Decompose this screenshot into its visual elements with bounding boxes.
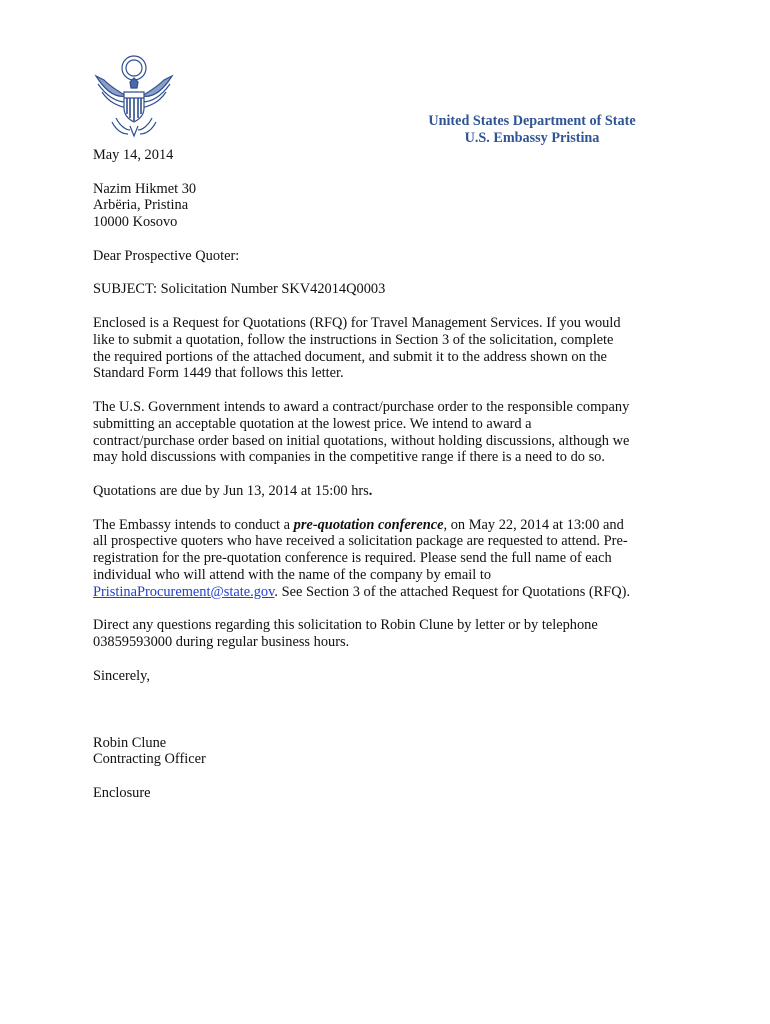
signer-title: Contracting Officer (93, 751, 206, 768)
paragraph-line: Enclosed is a Request for Quotations (RFQ) for Travel Management Services. If you would (93, 314, 621, 331)
great-seal-icon (90, 52, 178, 138)
letter-date: May 14, 2014 (93, 147, 174, 163)
conference-post: , on May 22, 2014 at 13:00 and (443, 516, 624, 533)
paragraph-questions (93, 617, 683, 651)
department-name: United States Department of State (428, 113, 636, 129)
paragraph-award (93, 399, 683, 466)
paragraph-line (93, 584, 683, 601)
paragraph-line: contract/purchase order based on initial quotations, without holding discussions, although we (93, 432, 630, 449)
letter-body (93, 147, 683, 802)
address-line: Arbëria, Pristina (93, 197, 189, 214)
paragraph-line: all prospective quoters who have received a solicitation package are requested to attend. Pre- (93, 533, 628, 550)
conference-emphasis: pre-quotation conference (293, 516, 444, 533)
paragraph-rfq (93, 315, 683, 382)
paragraph-line: may hold discussions with companies in the competitive range if there is a need to do so. (93, 449, 605, 466)
address-line: 10000 Kosovo (93, 214, 178, 231)
due-date-line (93, 483, 683, 500)
paragraph-line: Standard Form 1449 that follows this letter. (93, 365, 344, 382)
paragraph-conference (93, 517, 683, 601)
paragraph-line: submitting an acceptable quotation at the lowest price. We intend to award a (93, 415, 532, 432)
enclosure-note: Enclosure (93, 784, 151, 801)
signer-name: Robin Clune (93, 734, 167, 751)
paragraph-line: the required portions of the attached document, and submit it to the address shown on the (93, 348, 607, 365)
recipient-address (93, 181, 683, 231)
signature-block (93, 735, 683, 769)
subject-line: SUBJECT: Solicitation Number SKV42014Q0003 (93, 281, 386, 298)
paragraph-line: like to submit a quotation, follow the instructions in Section 3 of the solicitation, complete (93, 331, 614, 348)
paragraph-line: The U.S. Government intends to award a contract/purchase order to the responsible company (93, 398, 630, 415)
paragraph-line: registration for the pre-quotation conference is required. Please send the full name of each (93, 550, 612, 567)
paragraph-line (93, 517, 683, 534)
conference-pre: The Embassy intends to conduct a (93, 516, 294, 533)
embassy-name: U.S. Embassy Pristina (464, 130, 600, 146)
address-line: Nazim Hikmet 30 (93, 180, 197, 197)
paragraph-line: individual who will attend with the name of the company by email to (93, 566, 492, 583)
due-date-text: Quotations are due by Jun 13, 2014 at 15:00 hrs (93, 482, 369, 499)
paragraph-line: Direct any questions regarding this solicitation to Robin Clune by letter or by telephone (93, 617, 598, 634)
email-post: . See Section 3 of the attached Request for Quotations (RFQ). (274, 583, 631, 600)
agency-header (400, 113, 664, 147)
closing: Sincerely, (93, 667, 151, 684)
paragraph-line: 03859593000 during regular business hours. (93, 634, 350, 651)
email-link[interactable]: PristinaProcurement@state.gov (93, 583, 275, 600)
due-date-period: . (368, 482, 373, 499)
salutation: Dear Prospective Quoter: (93, 247, 240, 264)
